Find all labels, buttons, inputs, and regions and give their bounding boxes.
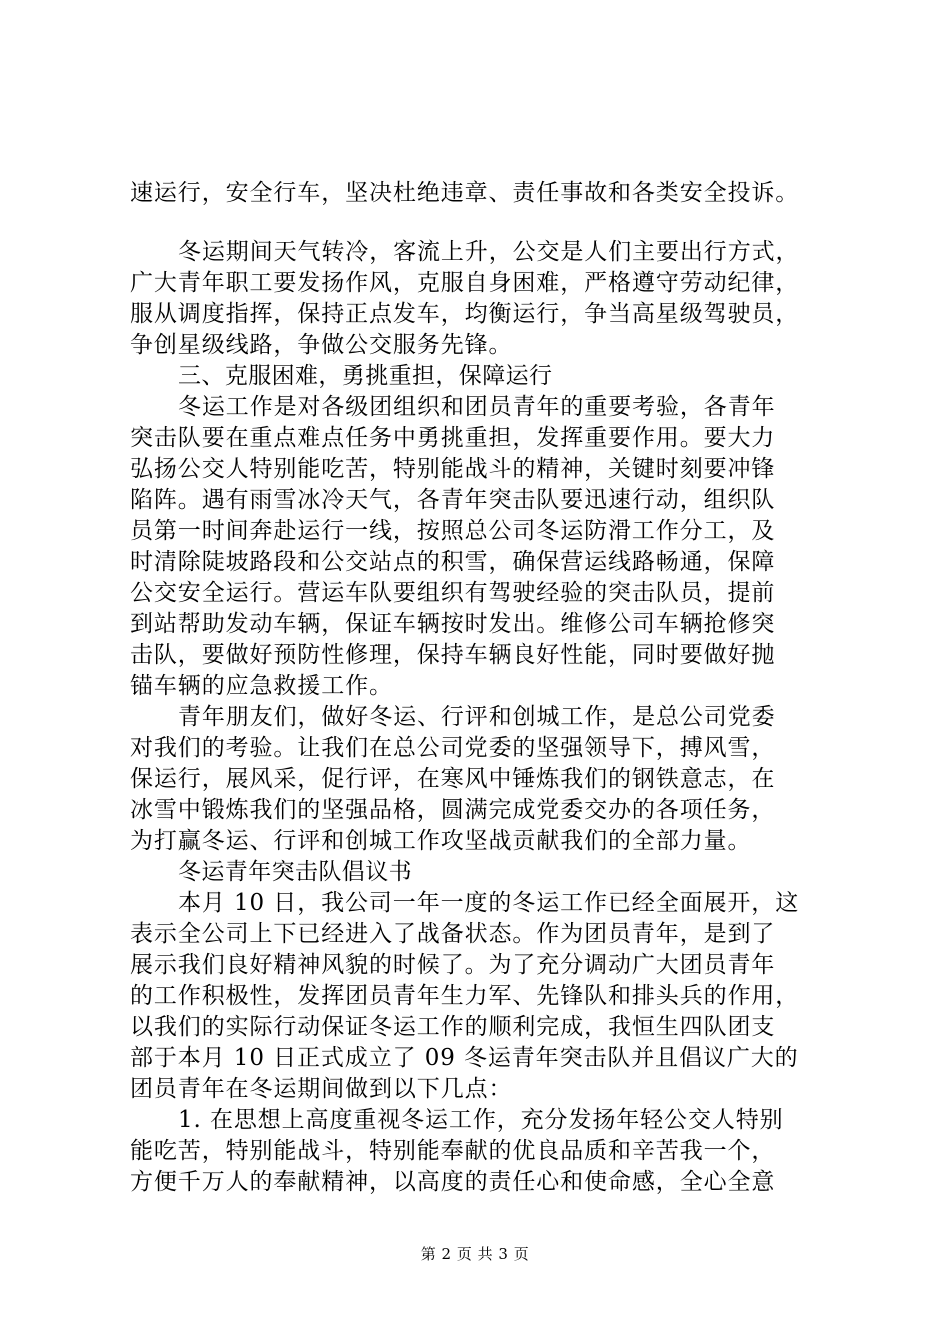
text-line: 广大青年职工要发扬作风，克服自身困难，严格遵守劳动纪律， xyxy=(130,270,800,296)
text-line: 的工作积极性，发挥团员青年生力军、先锋队和排头兵的作用， xyxy=(130,983,800,1009)
text-line: 弘扬公交人特别能吃苦，特别能战斗的精神，关键时刻要冲锋 xyxy=(130,456,776,482)
text-line: 突击队要在重点难点任务中勇挑重担，发挥重要作用。要大力 xyxy=(130,425,776,451)
text-line: 保运行，展风采，促行评，在寒风中锤炼我们的钢铁意志，在 xyxy=(130,766,776,792)
text-line: 对我们的考验。让我们在总公司党委的坚强领导下，搏风雪， xyxy=(130,735,776,761)
text-line: 速运行，安全行车，坚决杜绝违章、责任事故和各类安全投诉。 xyxy=(130,180,800,206)
text-line: 能吃苦，特别能战斗，特别能奉献的优良品质和辛苦我一个， xyxy=(130,1138,776,1164)
text-line: 团员青年在冬运期间做到以下几点： xyxy=(130,1076,513,1102)
text-line: 以我们的实际行动保证冬运工作的顺利完成，我恒生四队团支 xyxy=(130,1014,776,1040)
text-line: 表示全公司上下已经进入了战备状态。作为团员青年，是到了 xyxy=(130,921,776,947)
text-line: 员第一时间奔赴运行一线，按照总公司冬运防滑工作分工，及 xyxy=(130,518,776,544)
page-number: 第 2 页 共 3 页 xyxy=(420,1245,530,1263)
text-line: 为打赢冬运、行评和创城工作攻坚战贡献我们的全部力量。 xyxy=(130,828,752,854)
text-line: 本月 10 日，我公司一年一度的冬运工作已经全面展开，这 xyxy=(178,890,800,916)
section-heading: 三、克服困难，勇挑重担，保障运行 xyxy=(178,363,553,389)
text-line: 1. 在思想上高度重视冬运工作，充分发扬年轻公交人特别 xyxy=(178,1107,784,1133)
text-line: 击队，要做好预防性修理，保持车辆良好性能，同时要做好抛 xyxy=(130,642,776,668)
text-line: 冬运期间天气转冷，客流上升，公交是人们主要出行方式， xyxy=(178,239,800,265)
text-line: 青年朋友们，做好冬运、行评和创城工作，是总公司党委 xyxy=(178,704,776,730)
text-line: 争创星级线路，争做公交服务先锋。 xyxy=(130,332,513,358)
text-line: 方便千万人的奉献精神，以高度的责任心和使命感，全心全意 xyxy=(130,1169,776,1195)
text-line: 展示我们良好精神风貌的时候了。为了充分调动广大团员青年 xyxy=(130,952,776,978)
text-line: 时清除陡坡路段和公交站点的积雪，确保营运线路畅通，保障 xyxy=(130,549,776,575)
text-line: 部于本月 10 日正式成立了 09 冬运青年突击队并且倡议广大的 xyxy=(130,1045,799,1071)
text-line: 陷阵。遇有雨雪冰冷天气，各青年突击队要迅速行动，组织队 xyxy=(130,487,776,513)
text-line: 公交安全运行。营运车队要组织有驾驶经验的突击队员，提前 xyxy=(130,580,776,606)
document-title: 冬运青年突击队倡议书 xyxy=(178,859,412,885)
text-line: 冬运工作是对各级团组织和团员青年的重要考验，各青年 xyxy=(178,394,776,420)
text-line: 到站帮助发动车辆，保证车辆按时发出。维修公司车辆抢修突 xyxy=(130,611,776,637)
text-line: 服从调度指挥，保持正点发车，均衡运行，争当高星级驾驶员， xyxy=(130,301,800,327)
text-line: 冰雪中锻炼我们的坚强品格，圆满完成党委交办的各项任务， xyxy=(130,797,776,823)
text-line: 锚车辆的应急救援工作。 xyxy=(130,673,393,699)
